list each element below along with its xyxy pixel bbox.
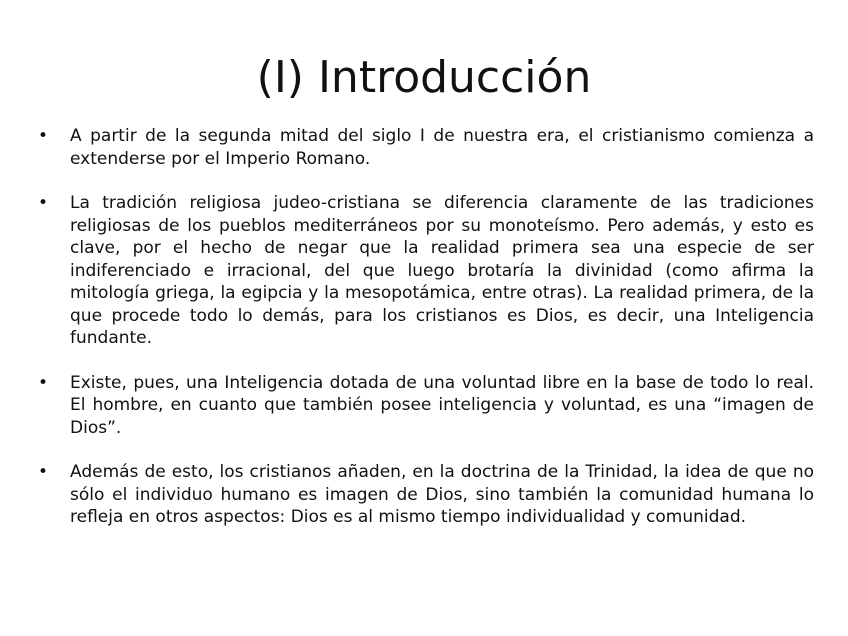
bullet-icon: • [37,193,49,213]
bullet-item-2 [36,192,814,350]
bullet-icon: • [37,126,49,146]
bullet-item-3 [36,372,814,440]
bullet-text-4: Además de esto, los cristianos añaden, en la doctrina de la Trinidad, la idea de que no sólo el individuo humano es imagen de Dios, sino también la comunidad humana lo refleja en otros aspectos: Dios es al mismo tiempo individualidad y comunidad. [70,462,814,527]
bullet-text-1: A partir de la segunda mitad del siglo I de nuestra era, el cristianismo comienza a extenderse por el Imperio Romano. [70,126,814,169]
bullet-text-2: La tradición religiosa judeo-cristiana se diferencia claramente de las tradiciones religiosas de los pueblos mediterráneos por su monoteísmo. Pero además, y esto es clave, por el hecho de negar que la realidad primera sea una especie de ser indiferenciado e irracional, del que luego brotaría la divinidad (como afirma la mitología griega, la egipcia y la mesopotámica, entre otras). La realidad primera, de la que procede todo lo demás, para los cristianos es Dios, es decir, una Inteligencia fundante. [70,193,814,348]
bullet-item-1 [36,125,814,170]
slide-title: (I) Introducción [256,52,592,103]
bullet-icon: • [37,462,49,482]
bullet-icon: • [37,372,49,393]
bullet-item-4 [36,461,814,529]
bullet-text-3: Existe, pues, una Inteligencia dotada de una voluntad libre en la base de todo lo real. El hombre, en cuanto que también posee inteligencia y voluntad, es una “imagen de Dios”. [70,372,814,438]
bullet-list [36,125,814,529]
